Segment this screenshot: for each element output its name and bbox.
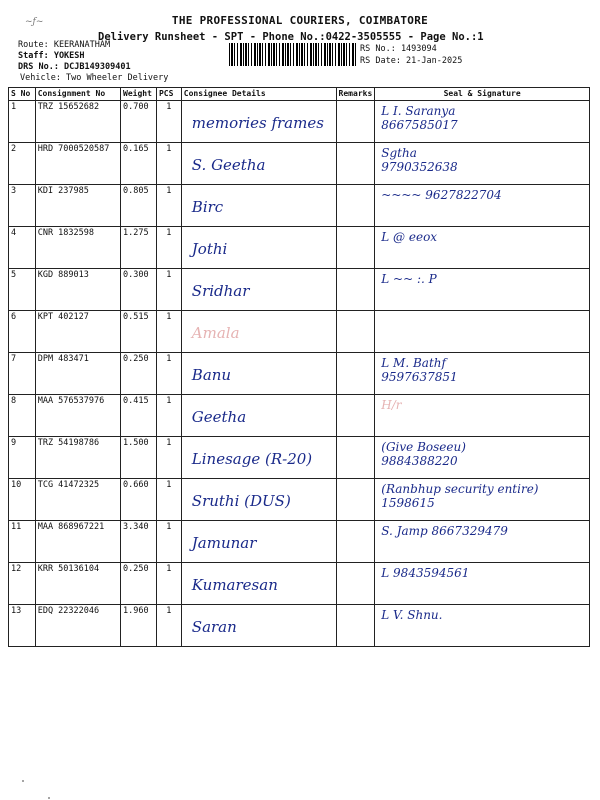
cell-pcs: 1 <box>156 437 181 479</box>
cell-remarks <box>336 269 375 311</box>
staff-label: Staff: YOKESH <box>18 51 85 61</box>
cell-weight: 0.300 <box>121 269 157 311</box>
cell-pcs: 1 <box>156 353 181 395</box>
table-row <box>9 521 590 563</box>
consignee-handwriting: Banu <box>191 366 232 384</box>
cell-seal <box>375 311 590 353</box>
cell-seal <box>375 395 590 437</box>
cell-consignee <box>181 185 336 227</box>
barcode-image <box>229 43 356 66</box>
cell-sno: 9 <box>9 437 36 479</box>
cell-consignment: HRD 7000520587 <box>35 143 120 185</box>
seal-signature-handwriting: (Give Boseeu) 9884388220 <box>381 440 466 468</box>
cell-pcs: 1 <box>156 521 181 563</box>
seal-signature-handwriting: H/r <box>381 398 402 412</box>
cell-sno: 4 <box>9 227 36 269</box>
consignee-handwriting: S. Geetha <box>191 156 266 174</box>
rs-number: RS No.: 1493094 <box>360 44 437 54</box>
consignee-handwriting: Sridhar <box>191 282 250 300</box>
cell-consignee <box>181 227 336 269</box>
cell-consignee <box>181 521 336 563</box>
cell-weight: 0.415 <box>121 395 157 437</box>
scan-dot <box>22 780 24 782</box>
cell-pcs: 1 <box>156 563 181 605</box>
seal-signature-handwriting: L 9843594561 <box>381 566 470 580</box>
cell-pcs: 1 <box>156 479 181 521</box>
cell-consignment: KRR 50136104 <box>35 563 120 605</box>
cell-consignment: TRZ 15652682 <box>35 101 120 143</box>
cell-sno: 8 <box>9 395 36 437</box>
cell-remarks <box>336 479 375 521</box>
cell-remarks <box>336 101 375 143</box>
rs-date: RS Date: 21-Jan-2025 <box>360 56 463 66</box>
cell-consignment: DPM 483471 <box>35 353 120 395</box>
col-consignment: Consignment No <box>35 88 120 101</box>
consignee-handwriting: Jamunar <box>191 534 257 552</box>
company-title: THE PROFESSIONAL COURIERS, COIMBATORE <box>171 14 429 27</box>
table-row <box>9 311 590 353</box>
cell-sno: 11 <box>9 521 36 563</box>
cell-seal <box>375 563 590 605</box>
seal-signature-handwriting: S. Jamp 8667329479 <box>381 524 508 538</box>
seal-signature-handwriting: L M. Bathf 9597637851 <box>381 356 458 384</box>
table-row <box>9 269 590 311</box>
cell-consignment: TCG 41472325 <box>35 479 120 521</box>
cell-remarks <box>336 395 375 437</box>
table-row <box>9 479 590 521</box>
cell-remarks <box>336 605 375 647</box>
cell-consignment: KDI 237985 <box>35 185 120 227</box>
cell-seal <box>375 143 590 185</box>
table-row <box>9 227 590 269</box>
consignee-handwriting: Birc <box>191 198 224 216</box>
cell-remarks <box>336 185 375 227</box>
cell-pcs: 1 <box>156 605 181 647</box>
cell-consignment: KGD 889013 <box>35 269 120 311</box>
table-row <box>9 101 590 143</box>
cell-sno: 3 <box>9 185 36 227</box>
cell-consignee <box>181 605 336 647</box>
cell-seal <box>375 521 590 563</box>
cell-consignee <box>181 269 336 311</box>
cell-consignment: MAA 868967221 <box>35 521 120 563</box>
consignee-handwriting: Linesage (R-20) <box>191 450 313 468</box>
seal-signature-handwriting: (Ranbhup security entire) 1598615 <box>381 482 539 510</box>
cell-consignee <box>181 479 336 521</box>
consignee-handwriting: Sruthi (DUS) <box>191 492 291 510</box>
cell-pcs: 1 <box>156 143 181 185</box>
cell-consignment: KPT 402127 <box>35 311 120 353</box>
table-header-row <box>9 88 590 101</box>
cell-sno: 10 <box>9 479 36 521</box>
consignee-handwriting: memories frames <box>191 114 324 132</box>
vehicle-label: Vehicle: Two Wheeler Delivery <box>20 73 169 83</box>
cell-consignee <box>181 437 336 479</box>
cell-weight: 1.275 <box>121 227 157 269</box>
cell-consignee <box>181 395 336 437</box>
cell-consignee <box>181 143 336 185</box>
consignee-handwriting: Saran <box>191 618 237 636</box>
cell-weight: 1.960 <box>121 605 157 647</box>
cell-weight: 0.700 <box>121 101 157 143</box>
runsheet-table <box>8 87 590 647</box>
cell-sno: 6 <box>9 311 36 353</box>
route-label: Route: KEERANATHAM <box>18 40 111 50</box>
cell-consignment: MAA 576537976 <box>35 395 120 437</box>
cell-sno: 12 <box>9 563 36 605</box>
cell-weight: 1.500 <box>121 437 157 479</box>
cell-seal <box>375 101 590 143</box>
seal-signature-handwriting: L I. Saranya 8667585017 <box>381 104 458 132</box>
cell-weight: 0.515 <box>121 311 157 353</box>
cell-consignment: EDQ 22322046 <box>35 605 120 647</box>
cell-consignee <box>181 101 336 143</box>
table-row <box>9 437 590 479</box>
cell-seal <box>375 605 590 647</box>
cell-sno: 5 <box>9 269 36 311</box>
cell-sno: 2 <box>9 143 36 185</box>
cell-remarks <box>336 353 375 395</box>
col-seal: Seal & Signature <box>375 88 590 101</box>
cell-remarks <box>336 521 375 563</box>
cell-seal <box>375 185 590 227</box>
cell-consignee <box>181 353 336 395</box>
cell-seal <box>375 479 590 521</box>
cell-remarks <box>336 311 375 353</box>
consignee-handwriting: Amala <box>191 324 240 342</box>
cell-sno: 13 <box>9 605 36 647</box>
cell-pcs: 1 <box>156 185 181 227</box>
cell-weight: 0.660 <box>121 479 157 521</box>
scan-dot <box>48 797 50 799</box>
cell-consignee <box>181 311 336 353</box>
cell-pcs: 1 <box>156 395 181 437</box>
cell-sno: 1 <box>9 101 36 143</box>
table-row <box>9 395 590 437</box>
cell-remarks <box>336 437 375 479</box>
cell-consignee <box>181 563 336 605</box>
cell-consignment: TRZ 54198786 <box>35 437 120 479</box>
seal-signature-handwriting: Sgtha 9790352638 <box>381 146 458 174</box>
col-remarks: Remarks <box>336 88 375 101</box>
cell-seal <box>375 353 590 395</box>
cell-pcs: 1 <box>156 101 181 143</box>
cell-pcs: 1 <box>156 311 181 353</box>
seal-signature-handwriting: L V. Shnu. <box>381 608 443 622</box>
cell-weight: 0.165 <box>121 143 157 185</box>
consignee-handwriting: Kumaresan <box>191 576 278 594</box>
table-row <box>9 353 590 395</box>
seal-signature-handwriting: L @ eeox <box>381 230 438 244</box>
cell-pcs: 1 <box>156 269 181 311</box>
seal-signature-handwriting: ~~~~ 9627822704 <box>381 188 502 202</box>
col-sno: S No <box>9 88 36 101</box>
cell-remarks <box>336 227 375 269</box>
col-consignee: Consignee Details <box>181 88 336 101</box>
table-row <box>9 185 590 227</box>
col-pcs: PCS <box>156 88 181 101</box>
col-weight: Weight <box>121 88 157 101</box>
seal-signature-handwriting: L ~~ :. P <box>381 272 437 286</box>
cell-weight: 3.340 <box>121 521 157 563</box>
cell-weight: 0.805 <box>121 185 157 227</box>
cell-remarks <box>336 563 375 605</box>
cell-pcs: 1 <box>156 227 181 269</box>
table-row <box>9 143 590 185</box>
consignee-handwriting: Geetha <box>191 408 247 426</box>
cell-weight: 0.250 <box>121 353 157 395</box>
drs-number: DRS No.: DCJB149309401 <box>18 62 131 72</box>
cell-remarks <box>336 143 375 185</box>
table-row <box>9 605 590 647</box>
cell-weight: 0.250 <box>121 563 157 605</box>
cell-consignment: CNR 1832598 <box>35 227 120 269</box>
cell-seal <box>375 269 590 311</box>
cell-sno: 7 <box>9 353 36 395</box>
corner-scribble: ~ƒ~ <box>25 17 44 27</box>
cell-seal <box>375 437 590 479</box>
consignee-handwriting: Jothi <box>191 240 228 258</box>
cell-seal <box>375 227 590 269</box>
table-row <box>9 563 590 605</box>
runsheet-subtitle: Delivery Runsheet - SPT - Phone No.:0422-3505555 - Page No.:1 <box>98 31 484 43</box>
